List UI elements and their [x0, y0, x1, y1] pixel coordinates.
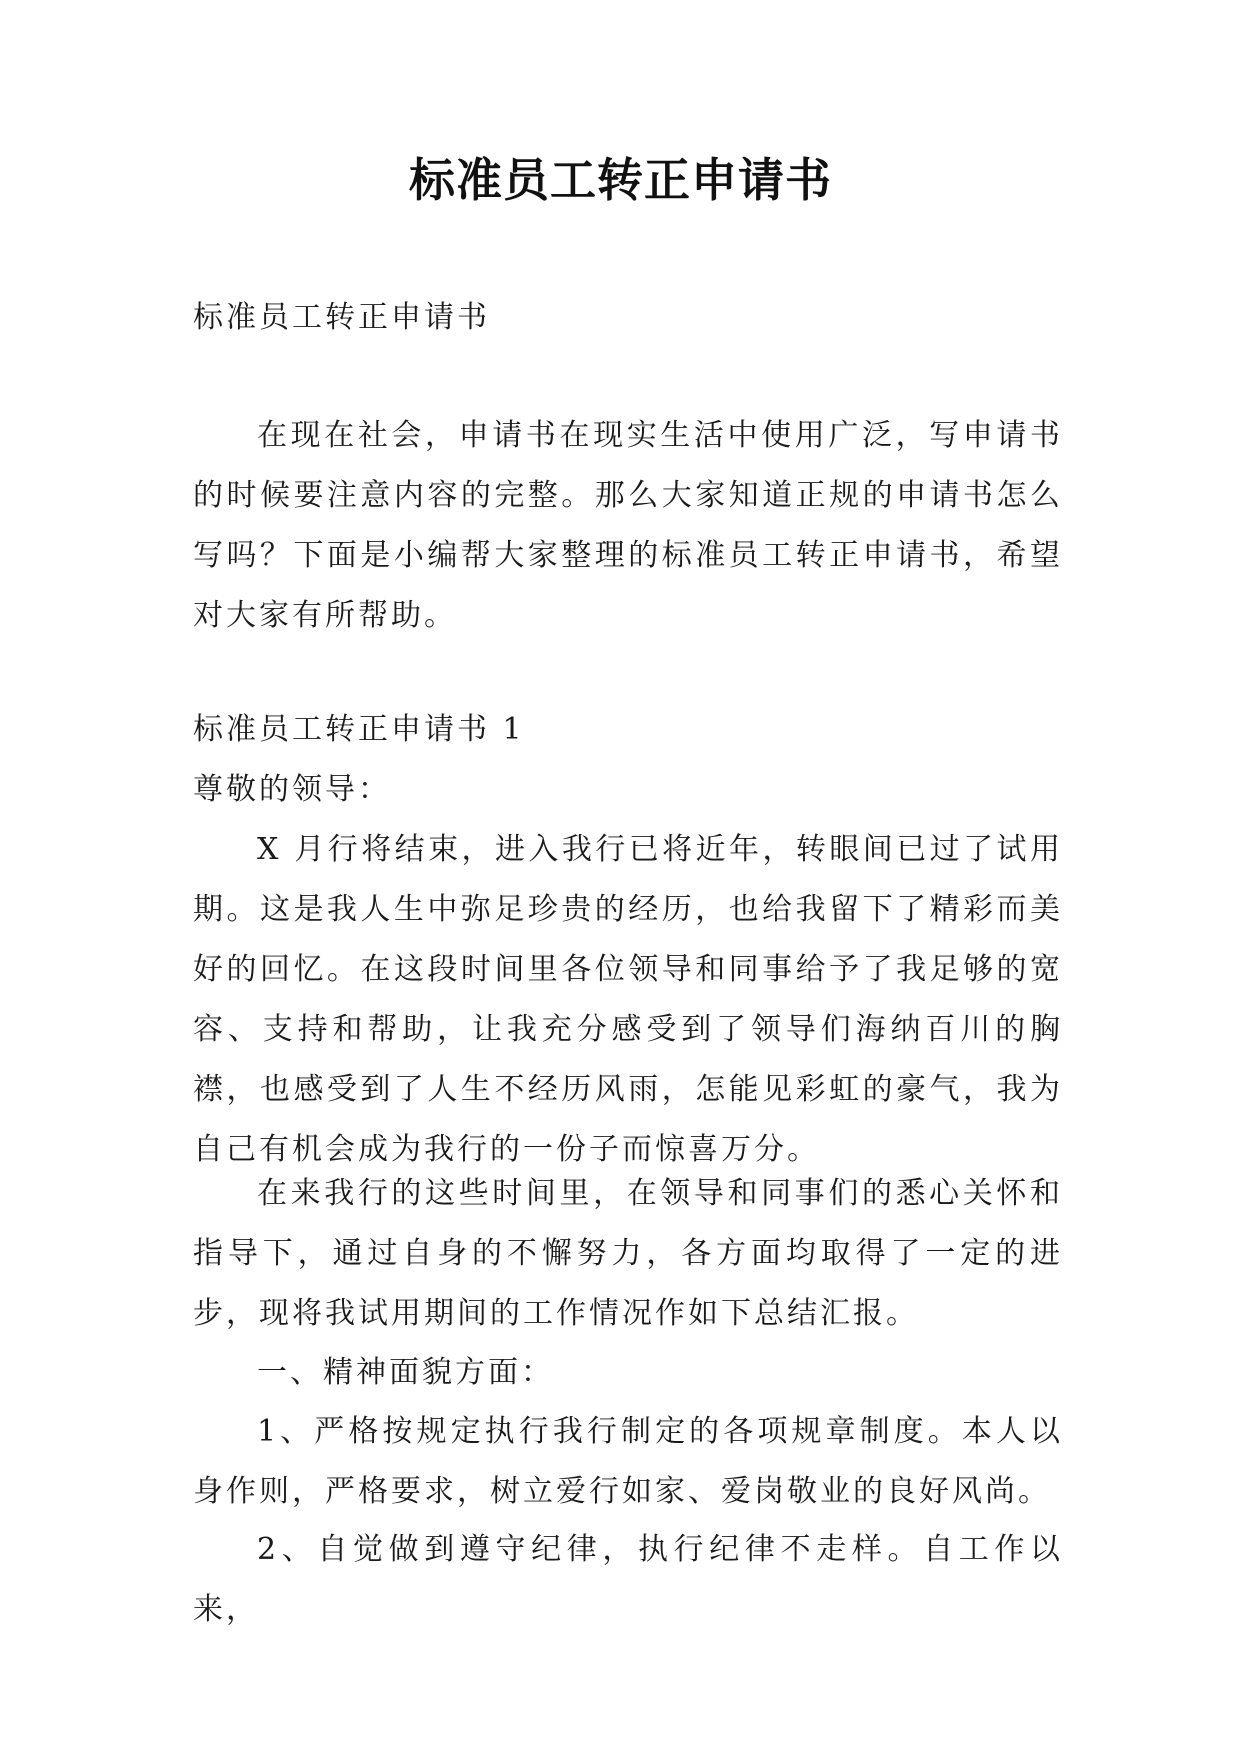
intro-paragraph: 在现在社会，申请书在现实生活中使用广泛，写申请书的时候要注意内容的完整。那么大家知道正规的申请书怎么写吗？下面是小编帮大家整理的标准员工转正申请书，希望对大家有所帮助。 — [193, 418, 1063, 633]
document-title: 标准员工转正申请书 — [409, 153, 832, 207]
item-heading: 一、精神面貌方面： — [257, 1355, 554, 1390]
list-item-2: 2、自觉做到遵守纪律，执行纪律不走样。自工作以来， — [193, 1532, 1063, 1627]
list-item-1: 1、严格按规定执行我行制定的各项规章制度。本人以身作则，严格要求，树立爱行如家、爱岗敬业的良好风尚。 — [193, 1414, 1063, 1509]
body-paragraph-2: 在来我行的这些时间里，在领导和同事们的悉心关怀和指导下，通过自身的不懈努力，各方面均取得了一定的进步，现将我试用期间的工作情况作如下总结汇报。 — [193, 1176, 1063, 1331]
document-subtitle: 标准员工转正申请书 — [193, 300, 490, 335]
body-paragraph-1: X 月行将结束，进入我行已将近年，转眼间已过了试用期。这是我人生中弥足珍贵的经历，也给我留下了精彩而美好的回忆。在这段时间里各位领导和同事给予了我足够的宽容、支持和帮助，让我充分感受到了领导们海纳百川的胸襟，也感受到了人生不经历风雨，怎能见彩虹的豪气，我为自己有机会成为我行的一份子而惊喜万分。 — [193, 832, 1063, 1167]
section-heading: 标准员工转正申请书 1 — [193, 712, 525, 747]
salutation: 尊敬的领导： — [193, 772, 391, 807]
